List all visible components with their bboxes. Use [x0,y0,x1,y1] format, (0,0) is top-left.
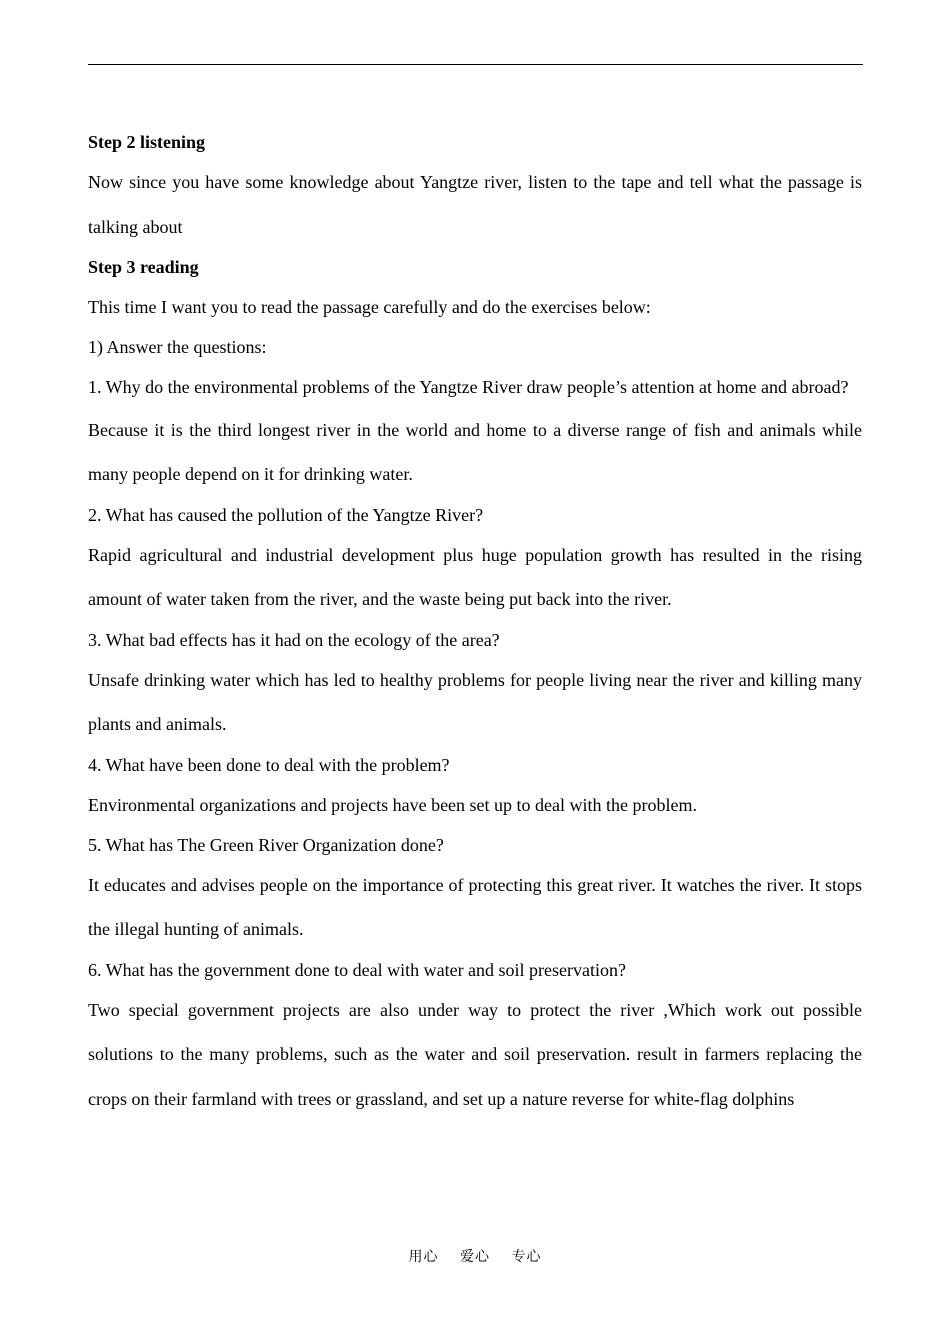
question-1: 1. Why do the environmental problems of the Yangtze River draw people’s attention at home and abroad? [88,377,849,397]
answer-1: Because it is the third longest river in the world and home to a diverse range of fish and animals while many people depend on it for drinking water. [88,419,862,484]
question-4: 4. What have been done to deal with the problem? [88,754,450,775]
question-5: 5. What has The Green River Organization done? [88,834,444,855]
question-2: 2. What has caused the pollution of the Yangtze River? [88,504,484,525]
answer-2: Rapid agricultural and industrial development plus huge population growth has resulted in the rising amount of water taken from the river, and the waste being put back into the river. [88,544,862,609]
question-6: 6. What has the government done to deal with water and soil preservation? [88,959,627,980]
answer-6: Two special government projects are also under way to protect the river ,Which work out possible solutions to the many problems, such as the water and soil preservation. result in farmers replacing the crops on their farmland with trees or grassland, and set up a nature reverse for white-flag dolphins [88,999,862,1109]
page-footer: 用心 爱心 专心 [408,1249,542,1265]
step3-heading: Step 3 reading [88,257,199,277]
step3-instruction: This time I want you to read the passage carefully and do the exercises below: [88,297,651,317]
answer-5: It educates and advises people on the importance of protecting this great river. It watches the river. It stops the illegal hunting of animals. [88,874,862,939]
task1-label: 1) Answer the questions: [88,337,267,357]
document-body [88,122,862,1119]
answer-3: Unsafe drinking water which has led to healthy problems for people living near the river and killing many plants and animals. [88,669,862,734]
answer-4: Environmental organizations and projects have been set up to deal with the problem. [88,794,697,815]
question-3: 3. What bad effects has it had on the ecology of the area? [88,629,500,650]
header-rule [88,64,863,65]
step2-heading: Step 2 listening [88,132,206,152]
step2-instruction: Now since you have some knowledge about Yangtze river, listen to the tape and tell what the passage is talking about [88,172,862,237]
